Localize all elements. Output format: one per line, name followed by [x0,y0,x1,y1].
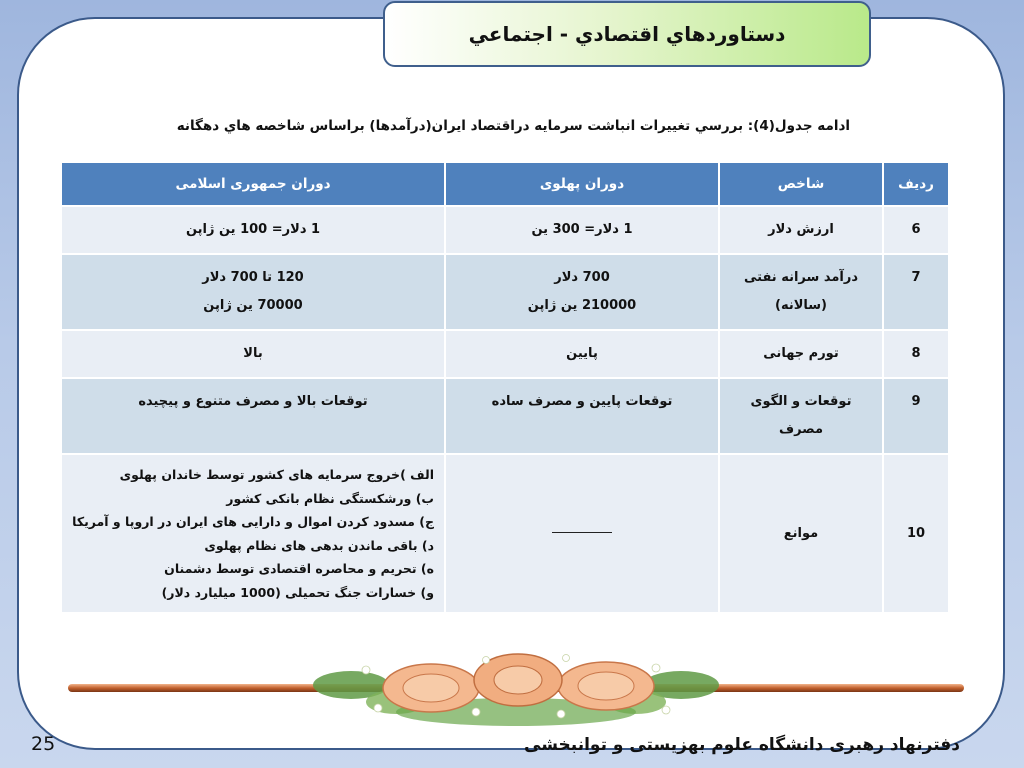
cell-line: ج) مسدود کردن اموال و دارايی های ايران در اروپا و آمريکا [72,514,434,529]
cell-indicator [719,454,883,613]
cell-line: ارزش دلار [768,222,834,237]
cell-row-number: 7 [883,254,949,330]
rose-icon [383,654,654,712]
cell-line: و) خسارات جنگ تحميلی (1000 ميليارد دلار) [161,584,434,600]
cell-pahlavi [445,454,719,613]
cell-indicator [719,378,883,454]
cell-line: موانع [783,525,819,541]
cell-row-number: 6 [883,206,949,254]
cell-line: ه) تحريم و محاصره اقتصادی توسط دشمنان [164,561,434,576]
cell-line: 1 دلار= 100 ين ژاپن [185,222,321,237]
footer-organization-text: دفترنهاد رهبری دانشگاه علوم بهزیستی و توانبخشی [524,735,960,755]
page-number: 25 [31,733,56,755]
cell-pahlavi [445,254,719,330]
slide-title-box [383,1,871,67]
header-islamic-era: دوران جمهوری اسلامی [61,162,445,206]
empty-value-dash [552,532,612,533]
table-row [61,206,949,254]
cell-islamic [61,330,445,378]
cell-line: بالا [243,346,263,361]
table-row [61,378,949,454]
cell-pahlavi [445,378,719,454]
cell-line: 70000 ين ژاپن [203,298,303,313]
cell-indicator [719,254,883,330]
table-caption: ادامه جدول(4): بررسي تغييرات انباشت سرمايه دراقتصاد ايران(درآمدها) براساس شاخصه هاي دهگانه [176,118,850,134]
data-table [60,161,950,614]
cell-line: پايين [566,346,598,361]
table-header-row [61,162,949,206]
table-row [61,454,949,613]
slide-title: دستاوردهاي اقتصادي - اجتماعي [468,22,786,46]
cell-line: ب) ورشکستگی نظام بانکی کشور [226,490,434,506]
cell-line: 120 تا 700 دلار [202,270,304,285]
cell-line: 210000 ين ژاپن [527,298,637,313]
cell-line: د) باقی ماندن بدهی های نظام پهلوی [204,537,434,553]
cell-line: توقعات بالا و مصرف متنوع و پيچيده [138,394,368,409]
header-row-number: رديف [883,162,949,206]
header-indicator: شاخص [719,162,883,206]
cell-row-number: 9 [883,378,949,454]
cell-line: 700 دلار [554,270,610,285]
cell-line: توقعات و الگوی [750,394,852,409]
table-row [61,254,949,330]
cell-islamic [61,206,445,254]
cell-line: (سالانه) [775,298,827,313]
cell-row-number: 8 [883,330,949,378]
cell-islamic [61,254,445,330]
cell-line: الف )خروج سرمايه های کشور توسط خاندان پهلوی [119,467,434,482]
header-pahlavi-era: دوران پهلوی [445,162,719,206]
cell-line: 1 دلار= 300 ين [531,222,633,237]
cell-line: درآمد سرانه نفتی [743,270,858,285]
floral-divider-ornament [66,650,966,730]
cell-row-number: 10 [883,454,949,613]
cell-line: مصرف [778,422,824,437]
cell-islamic [61,378,445,454]
cell-indicator [719,206,883,254]
cell-pahlavi [445,330,719,378]
cell-line: توقعات پايين و مصرف ساده [491,394,673,409]
cell-islamic [61,454,445,613]
cell-pahlavi [445,206,719,254]
table-row [61,330,949,378]
cell-line: تورم جهانی [763,346,839,361]
cell-indicator [719,330,883,378]
